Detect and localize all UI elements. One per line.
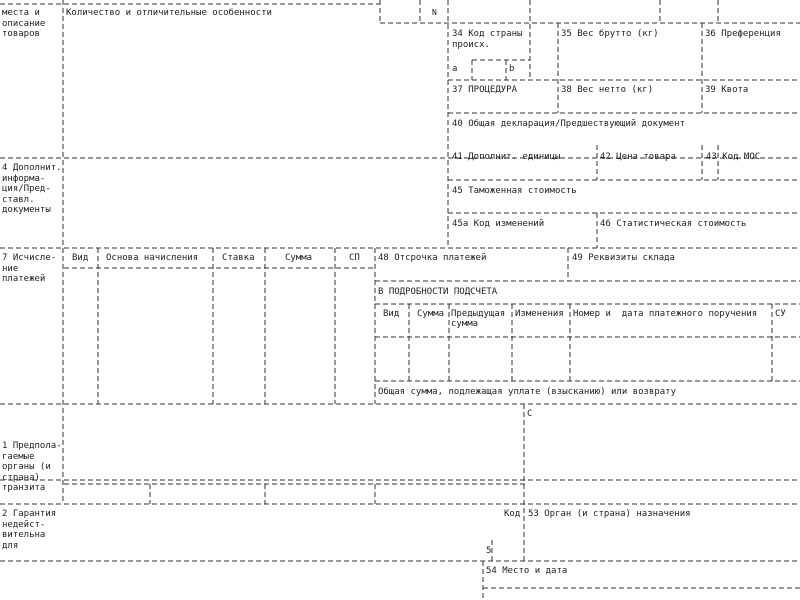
box34-sub-b: b [509,64,515,74]
box54-place-date-label: 54 Место и дата [486,566,568,576]
n-mark: N [432,8,437,17]
box35-gross-weight-label: 35 Вес брутто (кг) [561,29,659,39]
box52-code-label: Код [504,509,521,519]
box41-additional-units-label: 41 Дополнит. единицы [452,152,561,162]
box37-procedure-label: 37 ПРОЦЕДУРА [452,85,518,95]
box53-destination-office-label: 53 Орган (и страна) назначения [528,509,691,519]
box45-customs-value-label: 45 Таможенная стоимость [452,186,577,196]
box47-header-basis: Основа начисления [106,253,199,263]
box47-payments-label: 7 Исчисле- ние платежей [2,253,57,284]
box51-transit-offices-label: 1 Предпола- гаемые органы (и страна) транзита [2,441,62,493]
box38-net-weight-label: 38 Вес нетто (кг) [561,85,654,95]
box-b-header-changes: Изменения [515,309,564,319]
box47-header-sp: СП [349,253,360,263]
box-b-header-su: СУ [775,309,786,319]
box34-country-origin-label: 34 Код страны происх. [452,29,523,50]
box54-number: 5 [486,546,492,556]
box47-header-sum: Сумма [285,253,313,263]
box34-sub-a: a [452,64,458,74]
box46-statistical-value-label: 46 Статистическая стоимость [600,219,747,229]
box40-declaration-label: 40 Общая декларация/Предшествующий документ [452,119,685,129]
box-b-header-payment-order: Номер и дата платежного поручения [573,309,758,319]
box44-additional-info-label: 4 Дополнит. информа- ция/Пред- ставл. документы [2,163,62,215]
box47-header-rate: Ставка [222,253,255,263]
box45a-change-code-label: 45a Код изменений [452,219,545,229]
box-b-header-previous-sum: Предыдущая сумма [451,309,506,329]
box31-description: Количество и отличительные особенности [66,8,272,18]
box-c-mark: C [527,409,533,419]
box36-preference-label: 36 Преференция [705,29,781,39]
box42-item-price-label: 42 Цена товара [600,152,676,162]
box31-label: места и описание товаров [2,8,46,39]
box39-quota-label: 39 Квота [705,85,749,95]
box-b-header-type: Вид [383,309,400,319]
box47-header-type: Вид [72,253,89,263]
box49-warehouse-label: 49 Реквизиты склада [572,253,675,263]
box-b-total-label: Общая сумма, подлежащая уплате (взысканию) или возврату [378,387,677,397]
box48-deferred-payments-label: 48 Отсрочка платежей [378,253,487,263]
box43-mos-code-label: 43 Код МОС [706,152,761,162]
box-b-title: В ПОДРОБНОСТИ ПОДСЧЕТА [378,287,498,297]
box-b-header-sum: Сумма [417,309,445,319]
box52-guarantee-label: 2 Гарантия недейст- вительна для [2,509,57,551]
